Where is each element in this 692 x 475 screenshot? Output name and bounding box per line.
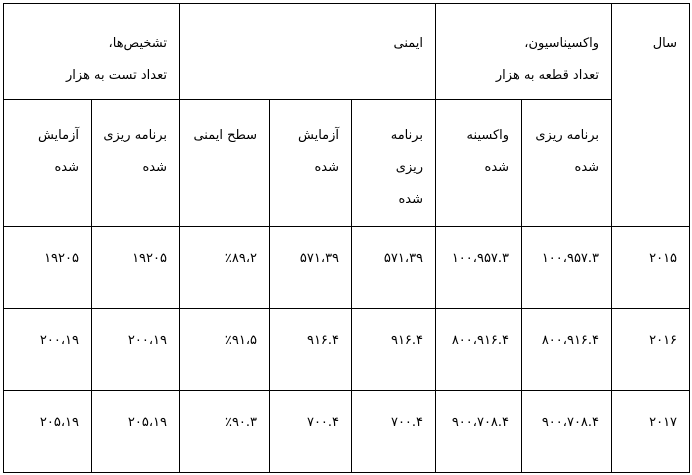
diagnosis-planned-cell: ۲۰۰،۱۹ (92, 309, 180, 391)
immunity-level-cell: ٪۹۱،۵ (180, 309, 270, 391)
vaccination-header: واکسیناسیون، تعداد قطعه به هزار (436, 4, 612, 100)
vaccination-planned-cell: ۹۰۰،۷۰۸.۴ (522, 391, 612, 473)
vaccination-done-header: واکسینه شده (436, 100, 522, 227)
immunity-header: ایمنی (180, 4, 436, 100)
diagnosis-tested-cell: ۲۰۵،۱۹ (4, 391, 92, 473)
diagnosis-tested-cell: ۲۰۰،۱۹ (4, 309, 92, 391)
vaccination-done-cell: ۱۰۰،۹۵۷.۳ (436, 227, 522, 309)
immunity-tested-cell: ۷۰۰.۴ (270, 391, 352, 473)
diagnosis-planned-cell: ۲۰۵،۱۹ (92, 391, 180, 473)
vaccination-done-cell: ۹۰۰،۷۰۸.۴ (436, 391, 522, 473)
vaccination-planned-header: برنامه ریزی شده (522, 100, 612, 227)
diagnosis-tested-cell: ۱۹۲۰۵ (4, 227, 92, 309)
immunity-tested-cell: ۵۷۱،۳۹ (270, 227, 352, 309)
table-row (4, 391, 690, 473)
year-header: سال (612, 4, 690, 227)
immunity-planned-header: برنامه ریزی شده (352, 100, 436, 227)
diagnosis-header: تشخیص‌ها، تعداد تست به هزار (4, 4, 180, 100)
vaccination-planned-cell: ۱۰۰،۹۵۷.۳ (522, 227, 612, 309)
table-row (4, 309, 690, 391)
immunity-planned-cell: ۷۰۰.۴ (352, 391, 436, 473)
immunity-planned-cell: ۹۱۶.۴ (352, 309, 436, 391)
diagnosis-planned-header: برنامه ریزی شده (92, 100, 180, 227)
diagnosis-tested-header: آزمایش شده (4, 100, 92, 227)
year-cell: ۲۰۱۵ (612, 227, 690, 309)
immunity-tested-cell: ۹۱۶.۴ (270, 309, 352, 391)
vaccination-planned-cell: ۸۰۰،۹۱۶.۴ (522, 309, 612, 391)
diagnosis-planned-cell: ۱۹۲۰۵ (92, 227, 180, 309)
table-row (4, 227, 690, 309)
immunity-level-cell: ٪۹۰.۳ (180, 391, 270, 473)
immunity-level-header: سطح ایمنی (180, 100, 270, 227)
immunity-planned-cell: ۵۷۱،۳۹ (352, 227, 436, 309)
year-cell: ۲۰۱۷ (612, 391, 690, 473)
immunity-level-cell: ٪۸۹،۲ (180, 227, 270, 309)
vaccination-done-cell: ۸۰۰،۹۱۶.۴ (436, 309, 522, 391)
statistics-table (3, 3, 690, 473)
year-cell: ۲۰۱۶ (612, 309, 690, 391)
immunity-tested-header: آزمایش شده (270, 100, 352, 227)
